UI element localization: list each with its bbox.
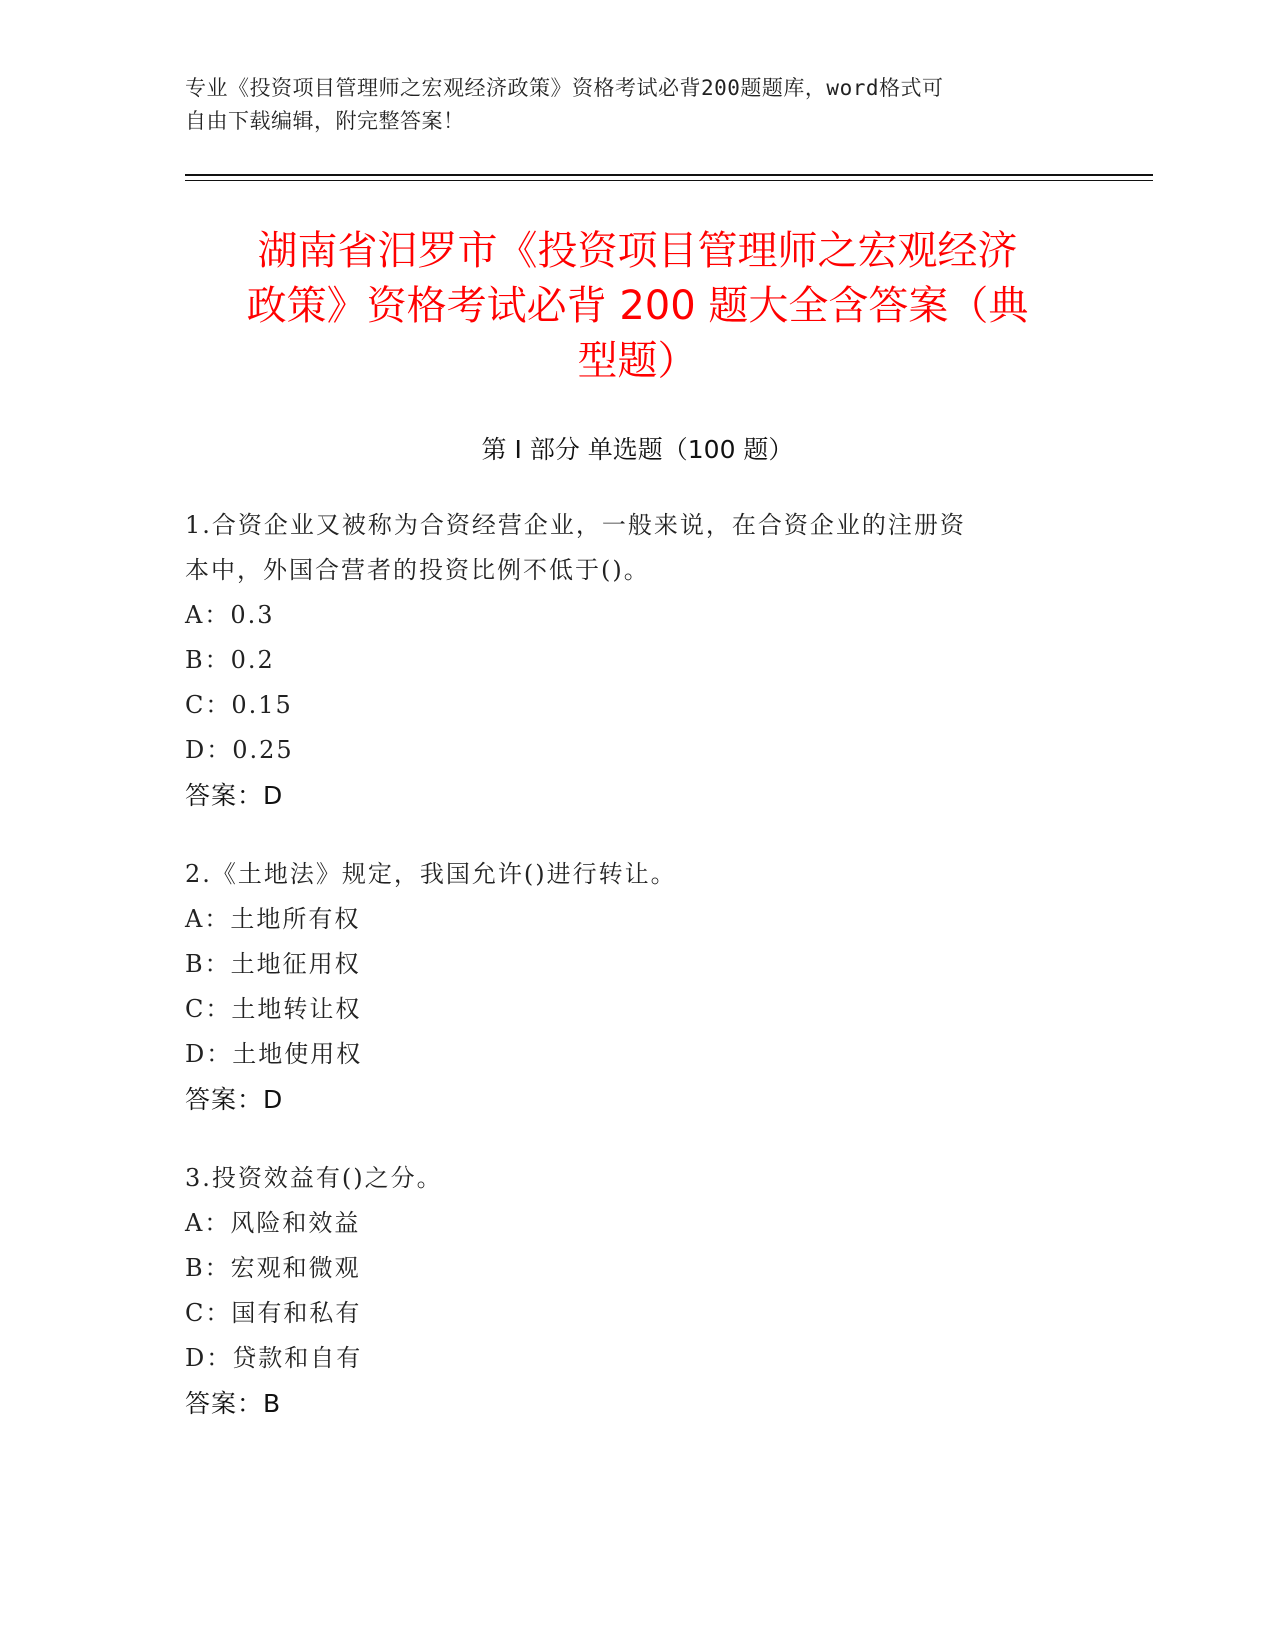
document-title-line-1: 湖南省汨罗市《投资项目管理师之宏观经济	[257, 228, 1018, 274]
section-heading: 第 I 部分 单选题（100 题）	[481, 435, 794, 464]
question-3	[185, 1156, 1065, 1426]
header-note-line-2: 自由下载编辑，附完整答案！	[185, 109, 465, 133]
question-1	[185, 503, 1065, 818]
question-1-stem-line-1: 1.合资企业又被称为合资经营企业，一般来说，在合资企业的注册资	[185, 511, 966, 539]
question-2-stem-line-1: 2.《土地法》规定，我国允许()进行转让。	[185, 860, 677, 888]
question-1-option-a: A：0.3	[185, 601, 275, 629]
header-note	[185, 72, 1085, 138]
question-2-option-b: B：土地征用权	[185, 950, 361, 978]
question-1-option-b: B：0.2	[185, 646, 275, 674]
question-2-option-c: C：土地转让权	[185, 995, 362, 1023]
question-3-stem-line-1: 3.投资效益有()之分。	[185, 1164, 443, 1192]
question-3-option-c: C：国有和私有	[185, 1299, 362, 1327]
question-1-answer: 答案：D	[185, 781, 284, 810]
question-2	[185, 852, 1065, 1122]
question-2-option-a: A：土地所有权	[185, 905, 361, 933]
question-2-option-d: D：土地使用权	[185, 1040, 363, 1068]
header-rule-thick	[185, 174, 1153, 176]
document-title-line-2: 政策》资格考试必背 200 题大全含答案（典	[246, 283, 1029, 329]
document-title-line-3: 型题）	[577, 338, 698, 384]
header-note-line-1: 专业《投资项目管理师之宏观经济政策》资格考试必背200题题库，word格式可	[185, 76, 944, 100]
question-3-option-b: B：宏观和微观	[185, 1254, 361, 1282]
question-3-option-a: A：风险和效益	[185, 1209, 361, 1237]
question-1-option-d: D：0.25	[185, 736, 294, 764]
question-3-option-d: D：贷款和自有	[185, 1344, 363, 1372]
header-rule-thin	[185, 180, 1153, 181]
question-1-stem-line-2: 本中，外国合营者的投资比例不低于()。	[185, 556, 650, 584]
document-title	[185, 224, 1090, 389]
question-2-answer: 答案：D	[185, 1085, 284, 1114]
question-1-option-c: C：0.15	[185, 691, 293, 719]
question-3-answer: 答案：B	[185, 1389, 282, 1418]
